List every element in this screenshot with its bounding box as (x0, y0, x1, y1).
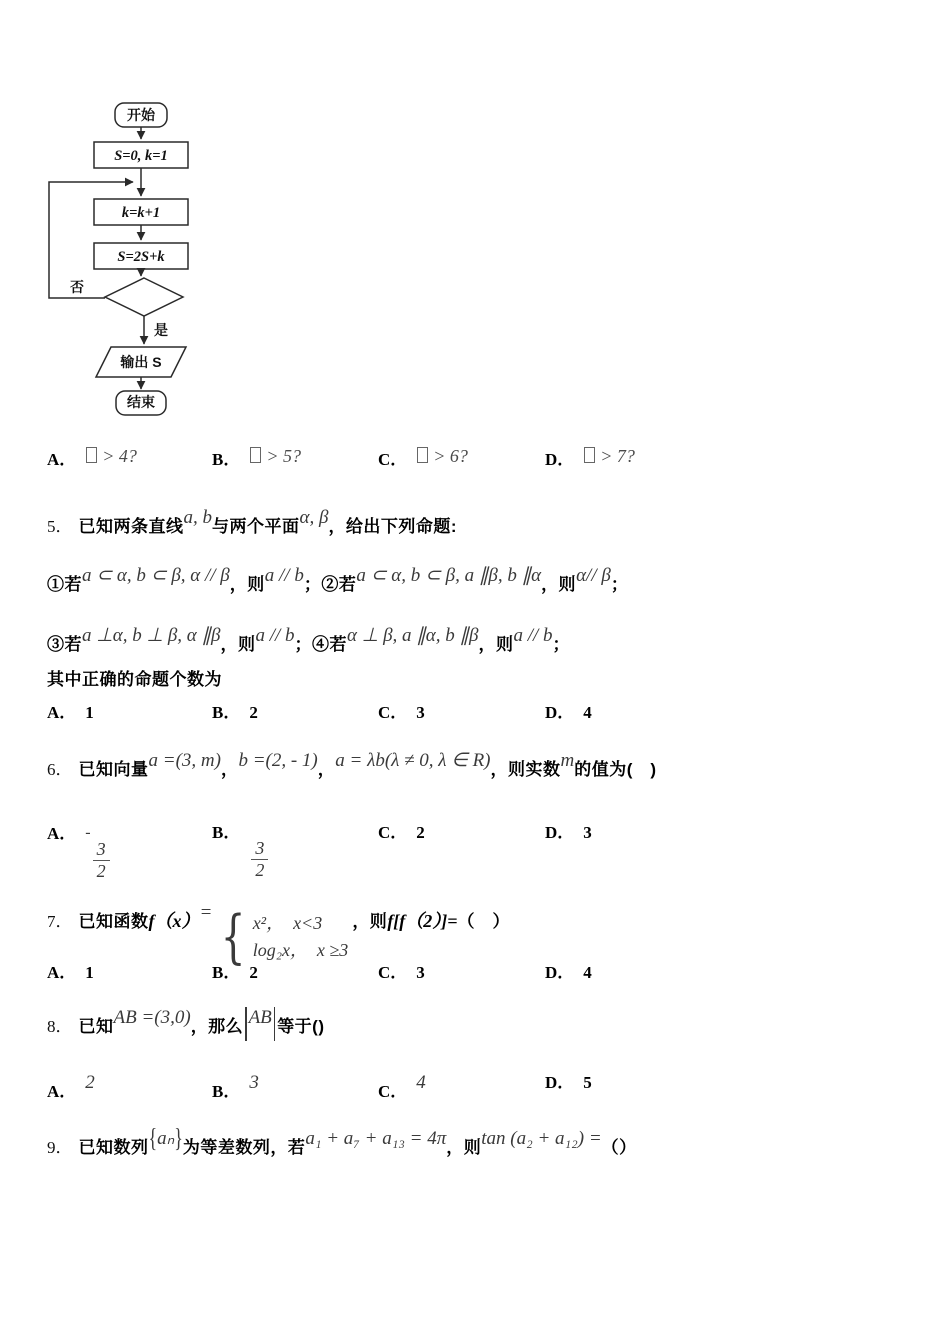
q5-options-row (0, 698, 950, 728)
q7-options-row (0, 958, 950, 988)
q8-option-c (378, 1068, 426, 1108)
option-math: > 6? (433, 446, 468, 466)
question-number: 7． (47, 912, 73, 931)
answer-parens: （ ） (457, 912, 511, 931)
question-text: 已知数列 (78, 1138, 149, 1157)
flowchart-decision-diamond (105, 278, 183, 316)
case-2: log₂x， x ≥3 (252, 940, 349, 960)
option-letter: A． (47, 1082, 77, 1101)
option-letter: D． (545, 703, 575, 722)
abs-bar (274, 1007, 275, 1041)
flowchart-yes-label: 是 (154, 322, 168, 338)
flowchart-no-label: 否 (70, 279, 84, 295)
answer-parens: （） (601, 1138, 637, 1157)
option-value: 2 (249, 703, 258, 722)
q4-options-row (0, 441, 950, 471)
option-letter: B． (212, 963, 241, 982)
question-5-prop-line-1 (47, 561, 628, 600)
q5-option-c (378, 698, 425, 729)
flowchart-start-label: 开始 (127, 107, 155, 123)
question-7 (47, 898, 511, 971)
question-text: ，给出下列命题: (328, 517, 458, 536)
option-letter: D． (545, 1073, 575, 1092)
question-5-closing (47, 665, 222, 695)
q8-option-b (212, 1068, 259, 1108)
comma: ， (220, 760, 239, 779)
question-text: ，则实数 (490, 760, 561, 779)
flowchart (30, 95, 280, 435)
option-letter: D． (545, 963, 575, 982)
case-lines (253, 910, 349, 964)
question-text: 已知 (78, 1017, 114, 1036)
option-value: 2 (416, 823, 425, 842)
sequence-term: aₙ (157, 1128, 175, 1149)
set-open-brace: { (148, 1123, 158, 1153)
q4-option-b (212, 441, 301, 476)
option-letter: C． (378, 703, 408, 722)
equals-sign: = (199, 902, 213, 923)
option-math: 2 (85, 1072, 95, 1093)
question-text: 已知函数 (78, 912, 149, 931)
q7-option-a (47, 958, 94, 989)
prop3-condition: a ⊥α, b ⊥ β, α ∥β (82, 625, 221, 646)
prop4-then: ，则 (478, 635, 514, 654)
math-sum: a₁ + a₇ + a₁₃ = 4π (305, 1128, 447, 1149)
question-5-intro (47, 503, 457, 542)
question-text: ，那么 (190, 1017, 244, 1036)
set-close-brace: } (174, 1123, 183, 1153)
option-letter: A． (47, 824, 77, 843)
abs-bar (245, 1007, 246, 1041)
question-text: 与两个平面 (212, 517, 300, 536)
fraction-numerator: 3 (255, 838, 265, 858)
prop4-condition: α ⊥ β, a ∥α, b ∥β (347, 625, 479, 646)
math-planes: α, β (299, 507, 329, 528)
q7-option-d (545, 958, 592, 989)
question-5-prop-line-2 (47, 621, 570, 660)
option-letter: D． (545, 823, 575, 842)
question-text: ，则 (352, 912, 388, 931)
q6-options-row (0, 818, 950, 881)
q4-option-a (47, 441, 137, 476)
option-letter: A． (47, 450, 77, 469)
option-letter: D． (545, 450, 575, 469)
prop4-result: a // b (513, 625, 553, 646)
option-value: 3 (416, 963, 425, 982)
question-number: 8． (47, 1017, 73, 1036)
prop3-prefix: ③若 (47, 635, 82, 654)
flowchart-end-label: 结束 (127, 394, 155, 410)
prop3-result: a // b (255, 625, 295, 646)
question-6 (47, 746, 657, 785)
piecewise-cases (216, 902, 349, 971)
option-value: 3 (583, 823, 592, 842)
missing-glyph-box (417, 447, 428, 463)
q8-options-row (0, 1068, 950, 1101)
option-value: 3 (416, 703, 425, 722)
q8-option-d (545, 1068, 592, 1099)
q7-option-b (212, 958, 258, 989)
option-letter: C． (378, 1082, 408, 1101)
question-number: 9． (47, 1138, 73, 1157)
prop4-prefix: ④若 (312, 635, 348, 654)
prop1-condition: a ⊂ α, b ⊂ β, α // β (82, 565, 230, 586)
option-value: 1 (85, 963, 94, 982)
math-sequence (148, 1123, 183, 1153)
flowchart-increment-label: k=k+1 (121, 205, 161, 221)
math-ff2: f[f（2）]= (387, 911, 458, 931)
math-vector-relation: a = λb(λ ≠ 0, λ ∈ R) (335, 750, 491, 771)
option-value: 1 (85, 703, 94, 722)
case-1: x²， x<3 (252, 913, 323, 933)
prop3-then: ，则 (220, 635, 256, 654)
separator: ； (552, 635, 571, 654)
math-m: m (560, 750, 575, 771)
math-ab: AB (248, 1007, 272, 1028)
q4-option-c (378, 441, 468, 476)
q6-option-c (378, 818, 425, 849)
option-letter: B． (212, 450, 241, 469)
missing-glyph-box (250, 447, 261, 463)
option-letter: C． (378, 963, 408, 982)
fraction (251, 838, 268, 881)
prop2-result: α// β (576, 565, 611, 586)
option-value: 4 (583, 963, 592, 982)
missing-glyph-box (584, 447, 595, 463)
option-letter: B． (212, 823, 241, 842)
question-number: 5． (47, 517, 73, 536)
math-lines: a, b (183, 507, 212, 528)
question-8 (47, 1003, 325, 1042)
option-value: 4 (583, 703, 592, 722)
prop2-prefix: ②若 (321, 575, 357, 594)
option-math: > 7? (600, 446, 635, 466)
prop2-condition: a ⊂ α, b ⊂ β, a ∥β, b ∥α (356, 565, 542, 586)
question-text: 已知向量 (78, 760, 149, 779)
math-tan: tan (a₂ + a₁₂) = (481, 1128, 602, 1149)
q6-option-b (212, 818, 268, 881)
flowchart-output-label: 输出 S (120, 354, 162, 370)
option-math: > 4? (102, 446, 137, 466)
prop1-then: ，则 (229, 575, 265, 594)
q5-option-d (545, 698, 592, 729)
question-text: ，则 (446, 1138, 482, 1157)
question-number: 6． (47, 760, 73, 779)
option-value: 5 (583, 1073, 592, 1092)
q5-option-a (47, 698, 94, 729)
question-text: 的值为( ) (574, 760, 657, 779)
fraction-denominator: 2 (251, 859, 268, 881)
q4-option-d (545, 441, 635, 476)
math-vector-b: b =(2, - 1) (238, 750, 318, 771)
missing-glyph-box (86, 447, 97, 463)
comma: ， (317, 760, 336, 779)
option-letter: B． (212, 1082, 241, 1101)
separator: ； (294, 635, 313, 654)
question-text: 已知两条直线 (78, 517, 184, 536)
prop1-prefix: ①若 (47, 575, 82, 594)
prop1-result: a // b (264, 565, 304, 586)
q6-option-a (47, 818, 110, 882)
math-fx: f（x） (148, 911, 200, 931)
separator: ； (610, 575, 629, 594)
fraction (93, 839, 110, 882)
fraction-denominator: 2 (93, 860, 110, 882)
question-text: 等于() (277, 1017, 325, 1036)
separator: ； (303, 575, 322, 594)
option-value: 2 (249, 963, 258, 982)
minus-sign: - (85, 824, 91, 841)
math-ab-equals: AB =(3,0) (113, 1007, 191, 1028)
option-letter: C． (378, 823, 408, 842)
question-text: 其中正确的命题个数为 (47, 670, 222, 689)
option-letter: A． (47, 963, 77, 982)
flowchart-init-label: S=0, k=1 (114, 148, 168, 164)
fraction-numerator: 3 (96, 839, 106, 859)
option-letter: B． (212, 703, 241, 722)
option-letter: A． (47, 703, 77, 722)
q5-option-b (212, 698, 258, 729)
option-math: 4 (416, 1072, 426, 1093)
prop2-then: ，则 (541, 575, 577, 594)
q6-option-d (545, 818, 592, 849)
option-math: 3 (249, 1072, 259, 1093)
left-brace: { (221, 902, 246, 971)
option-letter: C． (378, 450, 408, 469)
option-math: > 5? (266, 446, 301, 466)
q8-option-a (47, 1068, 95, 1108)
flowchart-accumulate-label: S=2S+k (117, 249, 165, 265)
math-vector-a: a =(3, m) (148, 750, 221, 771)
question-9 (47, 1123, 637, 1163)
q7-option-c (378, 958, 425, 989)
question-text: 为等差数列，若 (182, 1138, 306, 1157)
